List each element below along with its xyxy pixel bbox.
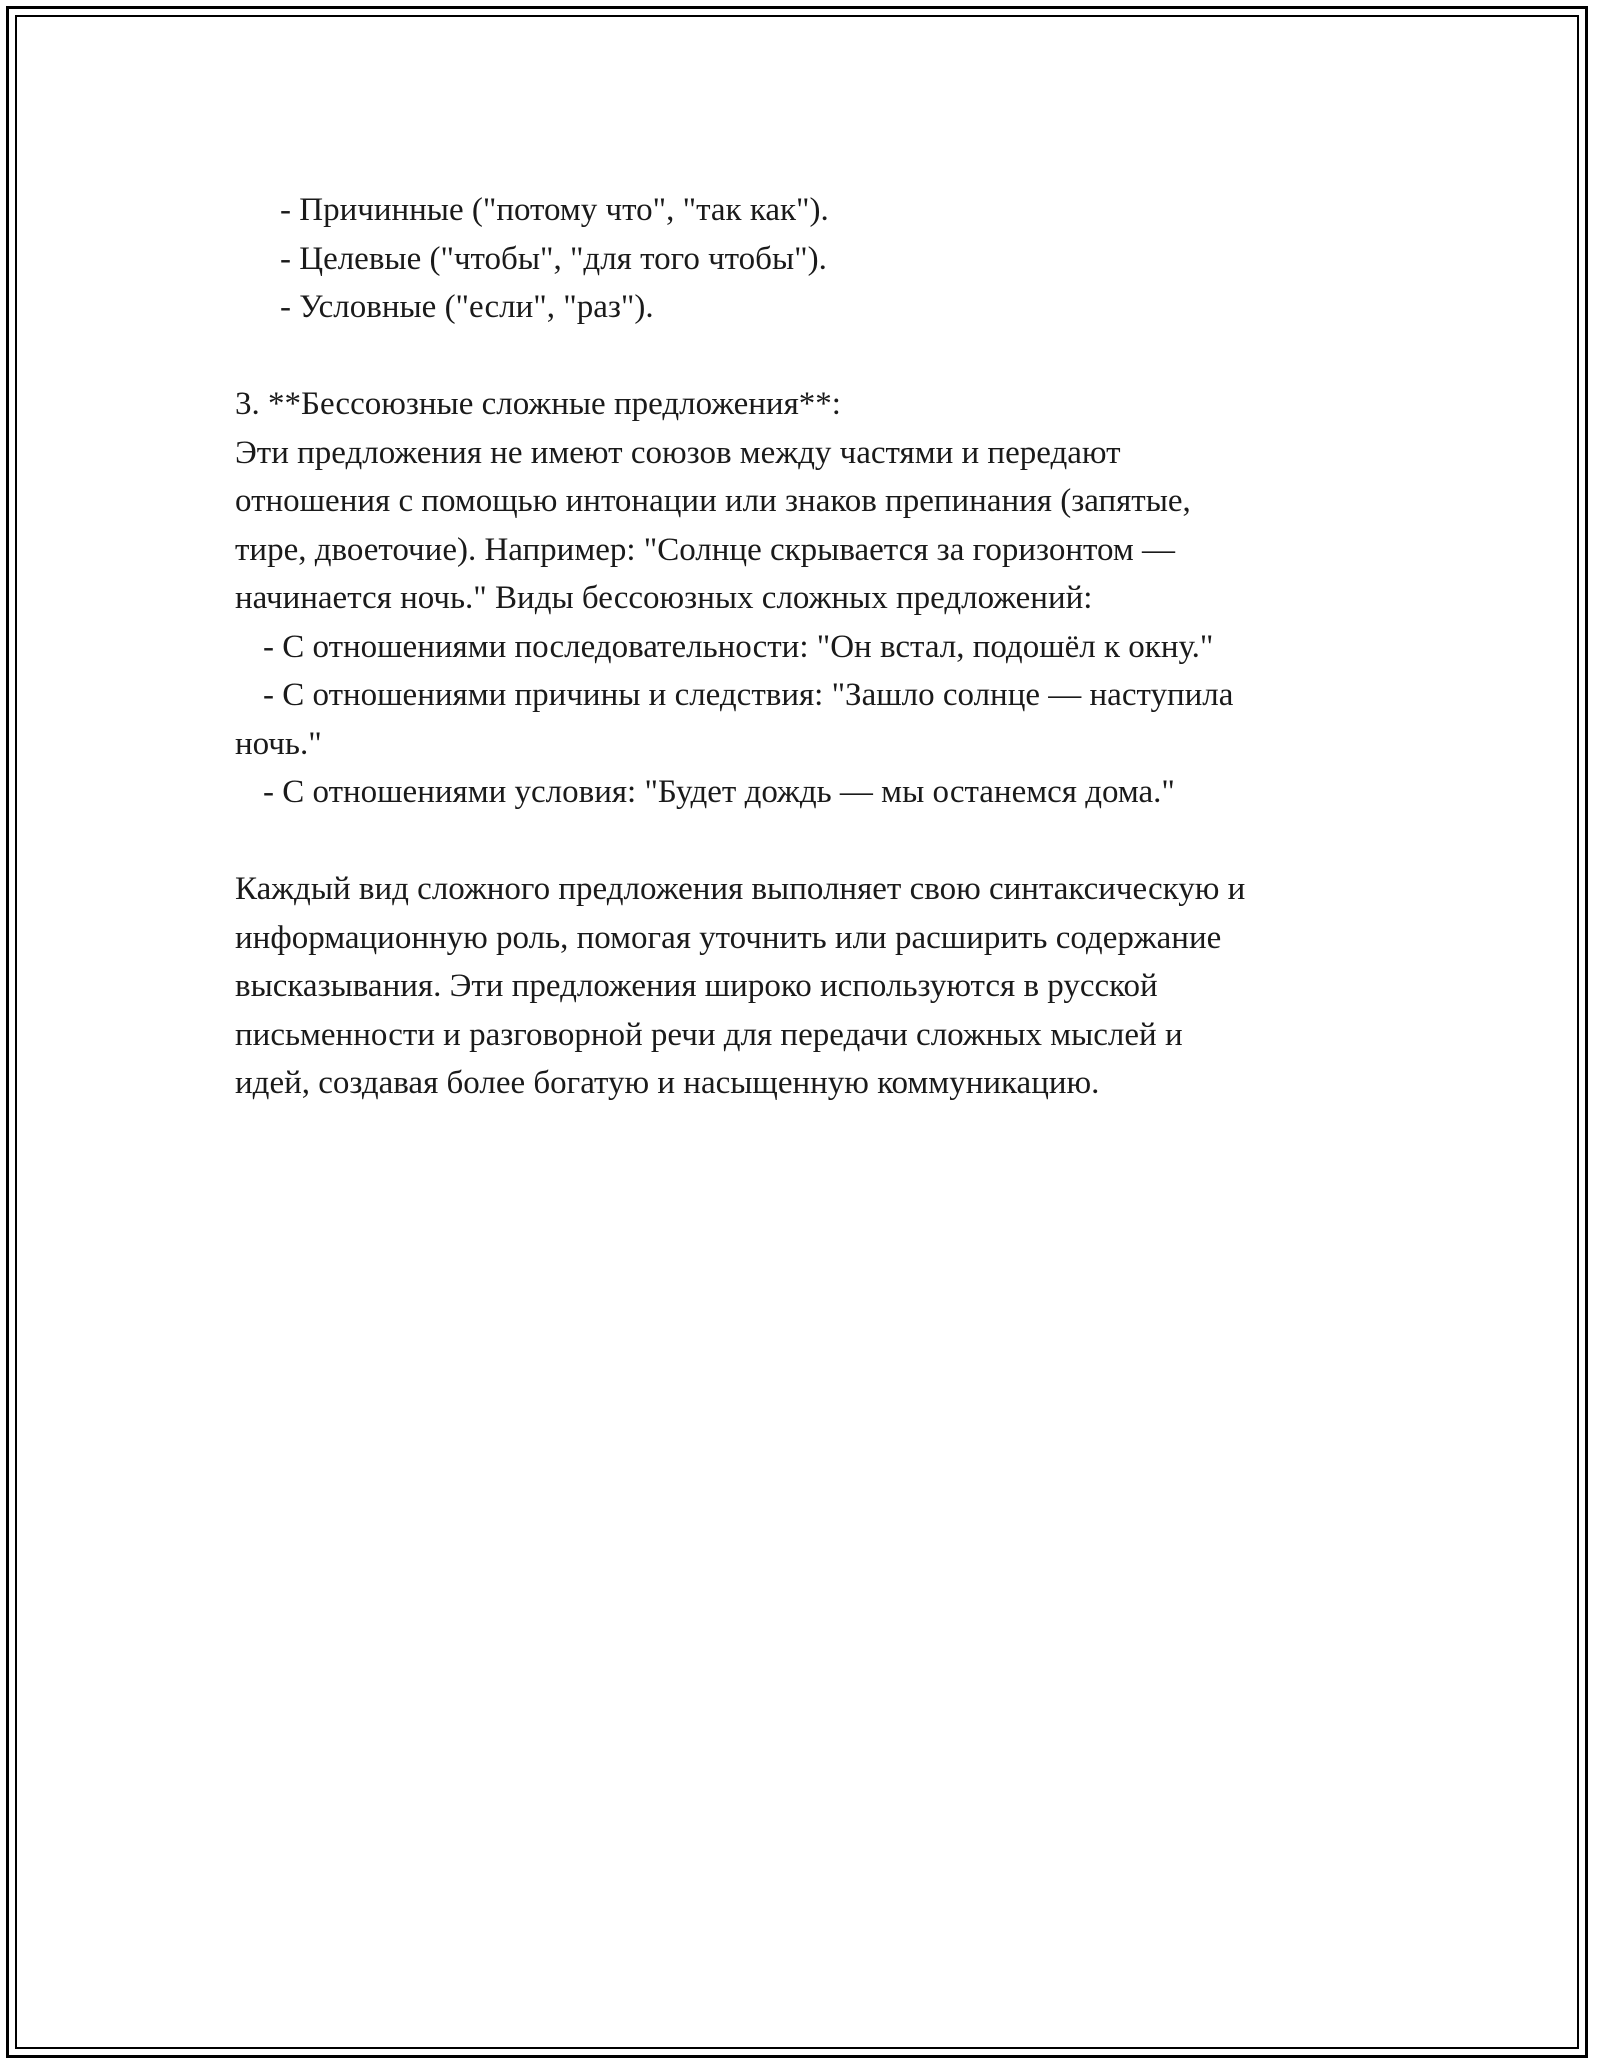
section-heading: 3. **Бессоюзные сложные предложения**: xyxy=(235,386,841,422)
conclusion-line: письменности и разговорной речи для передачи сложных мыслей и xyxy=(235,1016,1183,1053)
list-item-condition: - С отношениями условия: "Будет дождь — мы останемся дома." xyxy=(263,774,1175,810)
section-paragraph-line: начинается ночь." Виды бессоюзных сложных предложений: xyxy=(235,580,1093,616)
conclusion-line: высказывания. Эти предложения широко используются в русской xyxy=(235,968,1158,1004)
list-item-cause-effect-continued: ночь." xyxy=(235,725,322,762)
section-paragraph-line: тире, двоеточие). Например: "Солнце скрывается за горизонтом — xyxy=(235,531,1175,568)
subtype-item-purpose: - Целевые ("чтобы", "для того чтобы"). xyxy=(280,240,827,277)
conclusion-line: Каждый вид сложного предложения выполняет свою синтаксическую и xyxy=(235,871,1246,907)
section-paragraph-line: Эти предложения не имеют союзов между частями и передают xyxy=(235,434,1121,471)
subtype-item-causal: - Причинные ("потому что", "так как"). xyxy=(280,192,829,228)
list-item-sequence: - С отношениями последовательности: "Он встал, подошёл к окну." xyxy=(263,628,1214,665)
document-body xyxy=(235,186,1385,1108)
section-paragraph-line: отношения с помощью интонации или знаков препинания (запятые, xyxy=(235,483,1191,519)
paragraph-gap xyxy=(235,332,1385,381)
conclusion-line: идей, создавая более богатую и насыщенную коммуникацию. xyxy=(235,1065,1100,1101)
paragraph-gap xyxy=(235,817,1385,866)
conclusion-line: информационную роль, помогая уточнить или расширить содержание xyxy=(235,919,1222,956)
list-item-cause-effect: - С отношениями причины и следствия: "Зашло солнце — наступила xyxy=(263,677,1234,713)
subtype-item-conditional: - Условные ("если", "раз"). xyxy=(280,289,654,325)
